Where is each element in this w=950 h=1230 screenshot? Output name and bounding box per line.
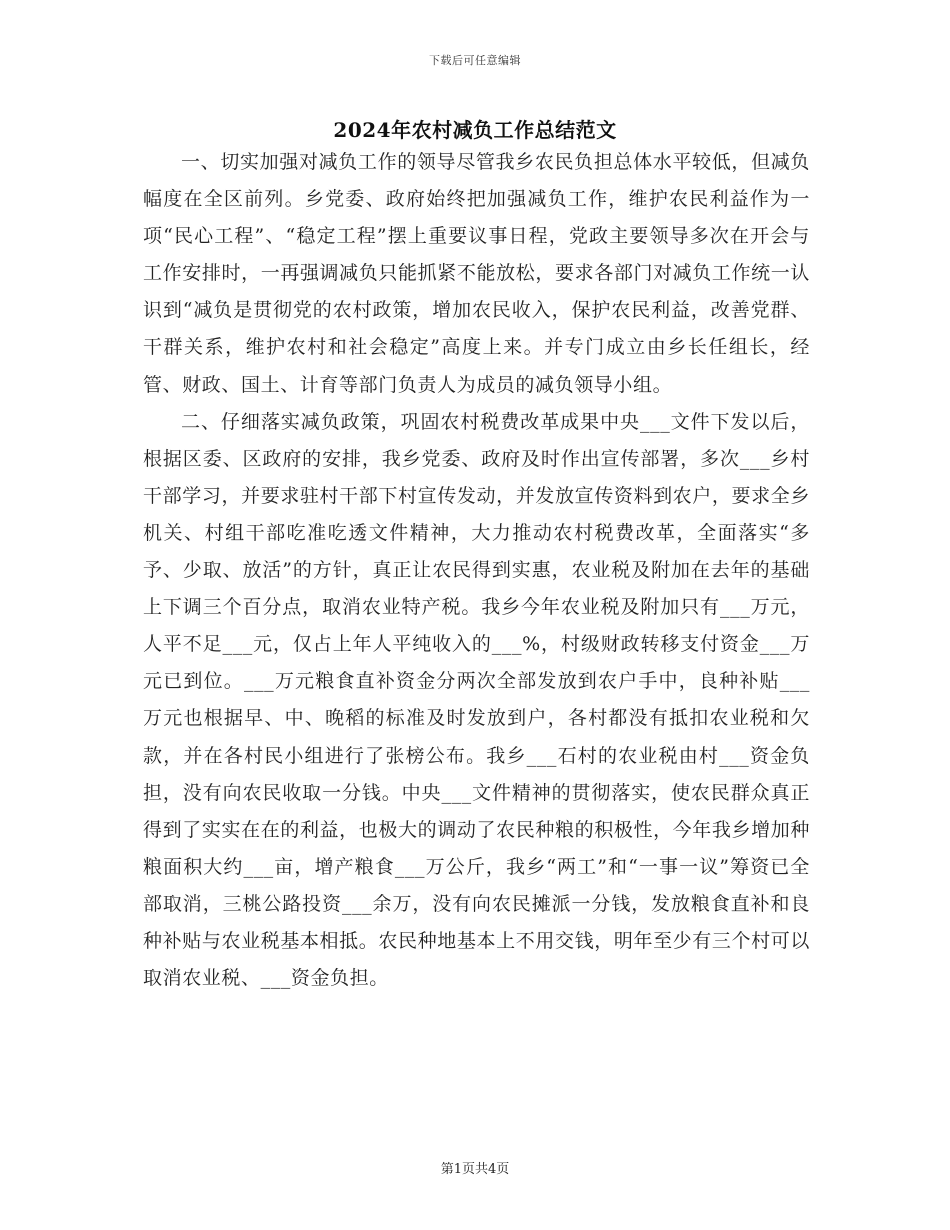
- document-title: 2024年农村减负工作总结范文: [333, 118, 617, 142]
- paragraph-2: 二、仔细落实减负政策，巩固农村税费改革成果中央___文件下发以后，根据区委、区政府的安排，我乡党委、政府及时作出宣传部署，多次___乡村干部学习，并要求驻村干部下村宣传发动，并发放宣传资料到农户，要求全乡机关、村组干部吃准吃透文件精神，大力推动农村税费改革，全面落实“多予、少取、放活”的方针，真正让农民得到实惠，农业税及附加在去年的基础上下调三个百分点，取消农业特产税。我乡今年农业税及附加只有___万元，人平不足___元，仅占上年人平纯收入的___%，村级财政转移支付资金___万元已到位。___万元粮食直补资金分两次全部发放到农户手中，良种补贴___万元也根据早、中、晚稻的标准及时发放到户，各村都没有抵扣农业税和欠款，并在各村民小组进行了张榜公布。我乡___石村的农业税由村___资金负担，没有向农民收取一分钱。中央___文件精神的贯彻落实，使农民群众真正得到了实实在在的利益，也极大的调动了农民种粮的积极性，今年我乡增加种粮面积大约___亩，增产粮食___万公斤，我乡“两工”和“一事一议”筹资已全部取消，三桃公路投资___余万，没有向农民摊派一分钱，发放粮食直补和良种补贴与农业税基本相抵。农民种地基本上不用交钱，明年至少有三个村可以取消农业税、___资金负担。: [143, 410, 810, 990]
- page-header-note: 下载后可任意编辑: [429, 54, 521, 67]
- page-number-footer: 第1页共4页: [440, 1162, 510, 1177]
- paragraph-1: 一、切实加强对减负工作的领导尽管我乡农民负担总体水平较低，但减负幅度在全区前列。乡党委、政府始终把加强减负工作，维护农民利益作为一项“民心工程”、“稳定工程”摆上重要议事日程，党政主要领导多次在开会与工作安排时，一再强调减负只能抓紧不能放松，要求各部门对减负工作统一认识到“减负是贯彻党的农村政策，增加农民收入，保护农民利益，改善党群、干群关系，维护农村和社会稳定”高度上来。并专门成立由乡长任组长，经管、财政、国土、计育等部门负责人为成员的减负领导小组。: [143, 151, 810, 396]
- document-body: [143, 144, 810, 997]
